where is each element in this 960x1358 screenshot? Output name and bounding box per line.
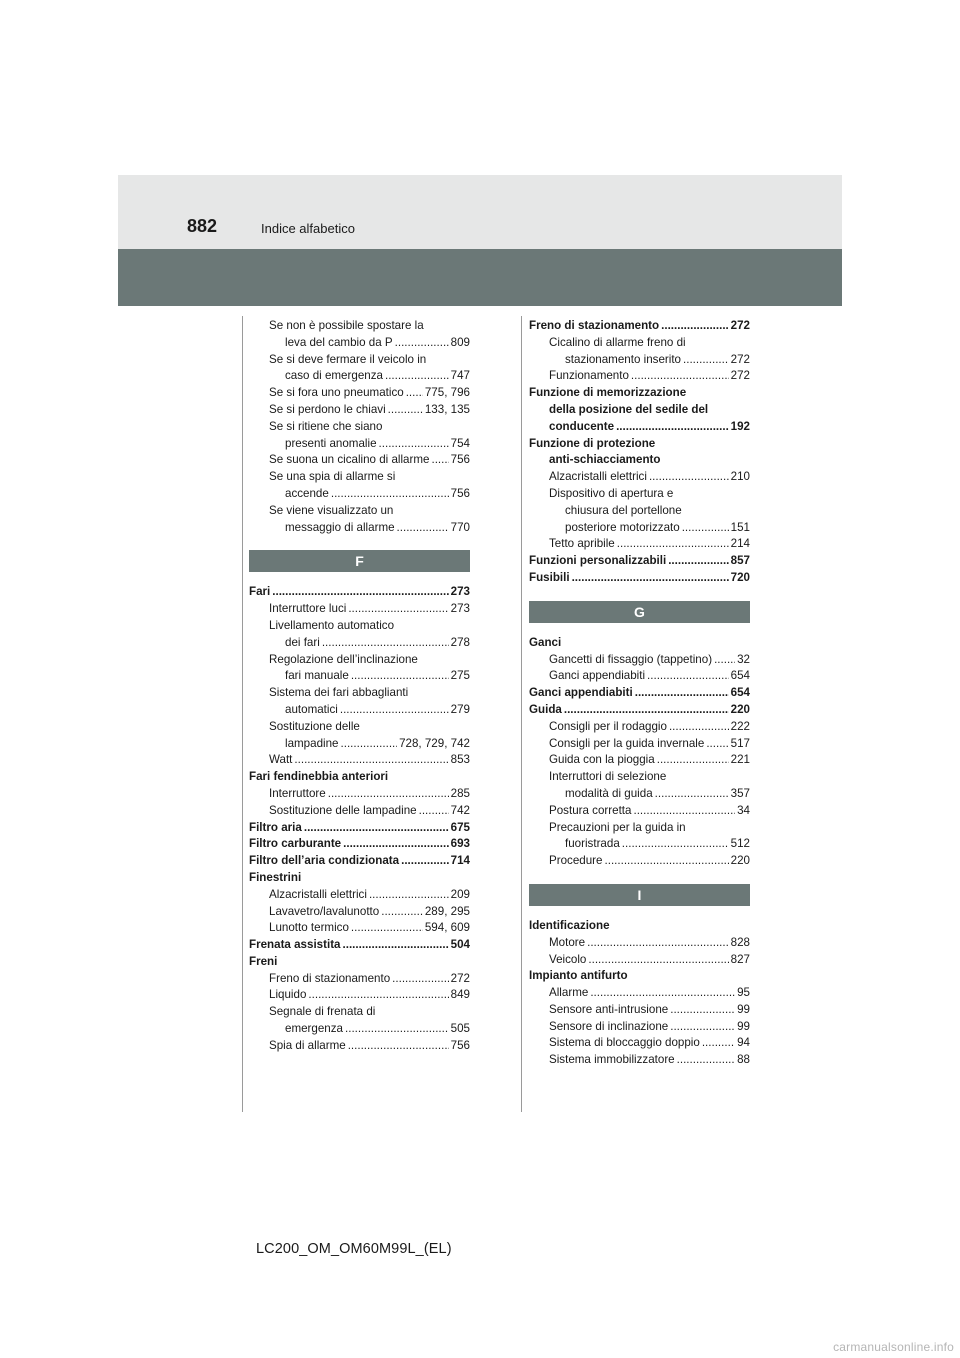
index-entry xyxy=(529,685,750,702)
dot-leader xyxy=(649,469,729,486)
page-reference: 827 xyxy=(730,952,750,966)
dot-leader xyxy=(668,553,728,570)
entry-label: anti-schiacciamento xyxy=(549,453,661,467)
index-entry xyxy=(529,419,750,436)
dot-leader xyxy=(647,668,729,685)
dot-leader xyxy=(702,1035,735,1052)
page-reference: 756 xyxy=(450,486,470,500)
entry-label: Gancetti di fissaggio (tappetino) xyxy=(549,652,713,666)
index-entry-line: Segnale di frenata di xyxy=(269,1005,376,1019)
page-reference: 720 xyxy=(730,570,750,584)
footer-document-code: LC200_OM_OM60M99L_(EL) xyxy=(256,1241,452,1257)
entry-label: Tetto apribile xyxy=(549,537,615,551)
section-letter-i: I xyxy=(529,884,750,906)
index-entry xyxy=(529,1019,750,1036)
page-reference: 210 xyxy=(730,470,750,484)
dot-leader xyxy=(388,402,423,419)
dot-leader xyxy=(331,486,449,503)
page-reference: 273 xyxy=(450,585,470,599)
page-reference: 714 xyxy=(450,854,470,868)
dot-leader xyxy=(340,702,449,719)
entry-label: Guida xyxy=(529,702,562,716)
index-entry xyxy=(529,553,750,570)
index-entry xyxy=(529,352,750,369)
index-entry xyxy=(529,952,750,969)
index-entry-line: Se si deve fermare il veicolo in xyxy=(269,352,427,366)
index-entry xyxy=(529,318,750,335)
index-entry xyxy=(249,452,470,469)
index-entry xyxy=(529,469,750,486)
index-column-1 xyxy=(249,318,470,1055)
page-reference: 849 xyxy=(450,988,470,1002)
index-entry xyxy=(529,536,750,553)
dot-leader xyxy=(308,987,448,1004)
dot-leader xyxy=(385,368,449,385)
index-entry xyxy=(529,853,750,870)
index-entry xyxy=(529,968,750,985)
page-reference: 754 xyxy=(450,436,470,450)
index-entry xyxy=(529,786,750,803)
dot-leader xyxy=(369,887,449,904)
entry-label: posteriore motorizzato xyxy=(565,520,680,534)
page-reference: 857 xyxy=(730,554,750,568)
page-reference: 512 xyxy=(730,837,750,851)
index-entry xyxy=(529,1035,750,1052)
dot-leader xyxy=(348,1038,449,1055)
dot-leader xyxy=(397,520,449,537)
dot-leader xyxy=(419,803,449,820)
entry-label: dei fari xyxy=(285,635,320,649)
page-reference: 357 xyxy=(730,786,750,800)
index-entry xyxy=(529,1002,750,1019)
entry-label: fuoristrada xyxy=(565,837,620,851)
entry-label: Alzacristalli elettrici xyxy=(549,470,647,484)
index-entry-line: Dispositivo di apertura e xyxy=(549,486,674,500)
index-entry xyxy=(529,368,750,385)
entry-label: Interruttore xyxy=(269,786,326,800)
index-entry-line: Se non è possibile spostare la xyxy=(269,319,424,332)
column-rule-left xyxy=(242,316,243,1112)
entry-label: Freno di stazionamento xyxy=(529,319,660,332)
entry-label: Guida con la pioggia xyxy=(549,753,655,767)
dot-leader xyxy=(670,1002,735,1019)
dot-leader xyxy=(343,836,449,853)
entry-label: modalità di guida xyxy=(565,786,653,800)
entry-label: Se suona un cicalino di allarme xyxy=(269,453,430,467)
index-entry xyxy=(249,836,470,853)
entry-label: Allarme xyxy=(549,986,589,1000)
index-entry xyxy=(249,385,470,402)
index-entry xyxy=(249,887,470,904)
entry-label: presenti anomalie xyxy=(285,436,377,450)
page-reference: 94 xyxy=(737,1036,750,1050)
section-letter-f: F xyxy=(249,550,470,572)
entry-label: Interruttore luci xyxy=(269,602,347,616)
entry-label: conducente xyxy=(549,419,615,433)
index-entry-line: Se viene visualizzato un xyxy=(269,503,394,517)
entry-label: Sistema immobilizzatore xyxy=(549,1053,675,1067)
entry-label: Funzionamento xyxy=(549,369,629,383)
entry-label: Freno di stazionamento xyxy=(269,971,391,985)
index-entry-line: della posizione del sedile del xyxy=(549,402,709,416)
entry-label: Se si perdono le chiavi xyxy=(269,402,386,416)
entry-label: Veicolo xyxy=(549,952,587,966)
index-entry xyxy=(529,836,750,853)
index-entry xyxy=(249,635,470,652)
entry-label: messaggio di allarme xyxy=(285,520,395,534)
entry-label: emergenza xyxy=(285,1022,344,1036)
index-entry xyxy=(529,736,750,753)
entry-label: automatici xyxy=(285,702,338,716)
page-reference: 209 xyxy=(450,887,470,901)
dot-leader xyxy=(351,920,423,937)
page-reference: 675 xyxy=(450,820,470,834)
index-entry xyxy=(529,520,750,537)
dot-leader xyxy=(348,601,448,618)
index-entry xyxy=(249,702,470,719)
entry-label: Fari xyxy=(249,585,271,599)
index-entry xyxy=(249,402,470,419)
index-entry xyxy=(529,935,750,952)
entry-label: Procedure xyxy=(549,854,603,868)
page-reference: 775, 796 xyxy=(424,386,470,400)
index-entry xyxy=(249,1038,470,1055)
page-reference: 517 xyxy=(730,736,750,750)
page-reference: 756 xyxy=(450,1038,470,1052)
entry-label: Frenata assistita xyxy=(249,938,341,952)
entry-label: caso di emergenza xyxy=(285,369,383,383)
index-entry xyxy=(249,769,470,786)
index-entry-line: Sistema dei fari abbaglianti xyxy=(269,686,409,700)
dot-leader xyxy=(622,836,729,853)
entry-label: Filtro carburante xyxy=(249,837,342,851)
entry-label: Funzioni personalizzabili xyxy=(529,554,667,568)
entry-label: Motore xyxy=(549,935,586,949)
index-entry xyxy=(249,368,470,385)
entry-label: Consigli per la guida invernale xyxy=(549,736,705,750)
header-top-band xyxy=(118,175,842,249)
index-entry xyxy=(249,937,470,954)
index-entry xyxy=(529,918,750,935)
entry-label: Alzacristalli elettrici xyxy=(269,887,367,901)
index-entry xyxy=(249,436,470,453)
dot-leader xyxy=(669,719,729,736)
entry-label: Se si fora uno pneumatico xyxy=(269,386,404,400)
dot-leader xyxy=(706,736,728,753)
dot-leader xyxy=(605,853,729,870)
index-entry-line: Funzione di protezione xyxy=(529,436,656,450)
index-entry-line: Se una spia di allarme si xyxy=(269,470,396,484)
index-entry xyxy=(249,736,470,753)
page-reference: 220 xyxy=(730,702,750,716)
dot-leader xyxy=(588,952,728,969)
index-entry xyxy=(249,520,470,537)
index-entry xyxy=(249,486,470,503)
entry-label: Sensore di inclinazione xyxy=(549,1019,669,1033)
dot-leader xyxy=(635,685,729,702)
page-reference: 272 xyxy=(450,971,470,985)
index-entry xyxy=(529,1052,750,1069)
index-entry xyxy=(529,719,750,736)
dot-leader xyxy=(633,803,735,820)
page-reference: 756 xyxy=(450,453,470,467)
page-reference: 693 xyxy=(450,837,470,851)
page-reference: 654 xyxy=(730,669,750,683)
index-entry xyxy=(249,786,470,803)
entry-label: stazionamento inserito xyxy=(565,352,681,366)
page-reference: 505 xyxy=(450,1022,470,1036)
entry-label: Consigli per il rodaggio xyxy=(549,719,667,733)
dot-leader xyxy=(328,786,449,803)
index-entry xyxy=(529,452,750,469)
dot-leader xyxy=(661,318,729,335)
entry-label: Ganci xyxy=(529,635,562,649)
entry-label: Finestrini xyxy=(249,870,302,884)
entry-label: Sistema di bloccaggio doppio xyxy=(549,1036,700,1050)
index-entry xyxy=(529,668,750,685)
entry-label: Filtro dell’aria condizionata xyxy=(249,854,400,868)
dot-leader xyxy=(304,820,449,837)
dot-leader xyxy=(677,1052,735,1069)
page-reference: 192 xyxy=(730,419,750,433)
dot-leader xyxy=(294,752,448,769)
page-reference: 99 xyxy=(737,1002,750,1016)
index-entry xyxy=(249,971,470,988)
page-reference: 273 xyxy=(450,602,470,616)
dot-leader xyxy=(714,652,735,669)
page-reference: 95 xyxy=(737,986,750,1000)
page-reference: 272 xyxy=(730,369,750,383)
dot-leader xyxy=(351,668,449,685)
index-entry xyxy=(529,752,750,769)
entry-label: Fari fendinebbia anteriori xyxy=(249,770,389,784)
index-entry xyxy=(529,570,750,587)
index-entry-line: Precauzioni per la guida in xyxy=(549,820,686,834)
page-reference: 275 xyxy=(450,669,470,683)
index-entry-line: Interruttori di selezione xyxy=(549,770,667,784)
page-reference: 809 xyxy=(450,335,470,349)
index-entry xyxy=(249,668,470,685)
index-entry xyxy=(529,635,750,652)
index-entry-line: chiusura del portellone xyxy=(565,503,682,517)
page-reference: 220 xyxy=(730,854,750,868)
page-reference: 221 xyxy=(730,753,750,767)
index-entry xyxy=(249,853,470,870)
entry-label: Postura corretta xyxy=(549,803,632,817)
index-entry xyxy=(249,601,470,618)
page-reference: 285 xyxy=(450,786,470,800)
entry-label: Lavavetro/lavalunotto xyxy=(269,904,380,918)
page-reference: 34 xyxy=(737,803,750,817)
index-entry xyxy=(249,820,470,837)
dot-leader xyxy=(431,452,448,469)
page-reference: 133, 135 xyxy=(424,402,470,416)
page-reference: 747 xyxy=(450,369,470,383)
dot-leader xyxy=(381,904,423,921)
index-entry xyxy=(249,904,470,921)
section-letter-g: G xyxy=(529,601,750,623)
index-entry xyxy=(249,335,470,352)
page-reference: 853 xyxy=(450,753,470,767)
page-reference: 504 xyxy=(450,938,470,952)
dot-leader xyxy=(670,1019,735,1036)
index-entry-line: Livellamento automatico xyxy=(269,618,395,632)
index-entry xyxy=(249,920,470,937)
entry-label: leva del cambio da P xyxy=(285,335,393,349)
index-entry xyxy=(529,702,750,719)
page-reference: 214 xyxy=(730,537,750,551)
column-rule-middle xyxy=(521,316,522,1112)
dot-leader xyxy=(657,752,729,769)
dot-leader xyxy=(617,536,729,553)
entry-label: Freni xyxy=(249,954,278,968)
page-reference: 770 xyxy=(450,520,470,534)
index-entry xyxy=(529,803,750,820)
entry-label: Ganci appendiabiti xyxy=(549,669,646,683)
page-reference: 742 xyxy=(450,803,470,817)
page-reference: 272 xyxy=(730,319,750,332)
dot-leader xyxy=(564,702,729,719)
page-reference: 728, 729, 742 xyxy=(399,736,470,750)
page-reference: 88 xyxy=(737,1053,750,1067)
index-entry xyxy=(249,1021,470,1038)
page-reference: 99 xyxy=(737,1019,750,1033)
dot-leader xyxy=(395,335,449,352)
page-reference: 278 xyxy=(450,635,470,649)
index-entry-line: Cicalino di allarme freno di xyxy=(549,335,686,349)
index-entry xyxy=(249,803,470,820)
dot-leader xyxy=(587,935,729,952)
entry-label: Sostituzione delle lampadine xyxy=(269,803,417,817)
entry-label: Watt xyxy=(269,753,293,767)
entry-label: Liquido xyxy=(269,988,307,1002)
dot-leader xyxy=(322,635,449,652)
index-entry xyxy=(249,752,470,769)
dot-leader xyxy=(406,385,423,402)
entry-label: accende xyxy=(285,486,329,500)
page-reference: 272 xyxy=(730,352,750,366)
dot-leader xyxy=(379,436,449,453)
index-entry xyxy=(249,870,470,887)
index-entry-line: Se si ritiene che siano xyxy=(269,419,383,433)
entry-label: Impianto antifurto xyxy=(529,969,628,983)
index-entry-line: Funzione di memorizzazione xyxy=(529,386,687,400)
index-entry xyxy=(529,985,750,1002)
entry-label: Sensore anti-intrusione xyxy=(549,1002,669,1016)
header-dark-band xyxy=(118,249,842,306)
dot-leader xyxy=(590,985,735,1002)
index-entry xyxy=(249,987,470,1004)
page-reference: 279 xyxy=(450,702,470,716)
watermark: carmanualsonline.info xyxy=(833,1340,954,1354)
index-entry xyxy=(529,652,750,669)
index-entry-line: Sostituzione delle xyxy=(269,719,360,733)
page-number: 882 xyxy=(187,216,218,236)
dot-leader xyxy=(631,368,729,385)
entry-label: Ganci appendiabiti xyxy=(529,686,633,700)
dot-leader xyxy=(572,570,729,587)
page-reference: 594, 609 xyxy=(424,921,470,935)
entry-label: Identificazione xyxy=(529,918,610,932)
entry-label: Lunotto termico xyxy=(269,921,349,935)
index-entry-line: Regolazione dell’inclinazione xyxy=(269,652,418,666)
dot-leader xyxy=(655,786,729,803)
page-reference: 828 xyxy=(730,935,750,949)
page-reference: 654 xyxy=(730,686,750,700)
page-reference: 32 xyxy=(737,652,750,666)
page-reference: 222 xyxy=(730,719,750,733)
page-reference: 151 xyxy=(730,520,750,534)
entry-label: lampadine xyxy=(285,736,339,750)
dot-leader xyxy=(345,1021,449,1038)
entry-label: Fusibili xyxy=(529,570,570,584)
dot-leader xyxy=(682,520,729,537)
dot-leader xyxy=(401,853,449,870)
index-entry xyxy=(249,954,470,971)
page-reference: 289, 295 xyxy=(424,904,470,918)
dot-leader xyxy=(683,352,729,369)
dot-leader xyxy=(392,971,448,988)
page-title: Indice alfabetico xyxy=(261,221,355,236)
entry-label: Spia di allarme xyxy=(269,1038,346,1052)
index-column-2 xyxy=(529,318,750,1069)
dot-leader xyxy=(272,584,448,601)
dot-leader xyxy=(616,419,729,436)
index-entry xyxy=(249,584,470,601)
dot-leader xyxy=(343,937,449,954)
entry-label: fari manuale xyxy=(285,669,349,683)
dot-leader xyxy=(341,736,398,753)
entry-label: Filtro aria xyxy=(249,820,302,834)
